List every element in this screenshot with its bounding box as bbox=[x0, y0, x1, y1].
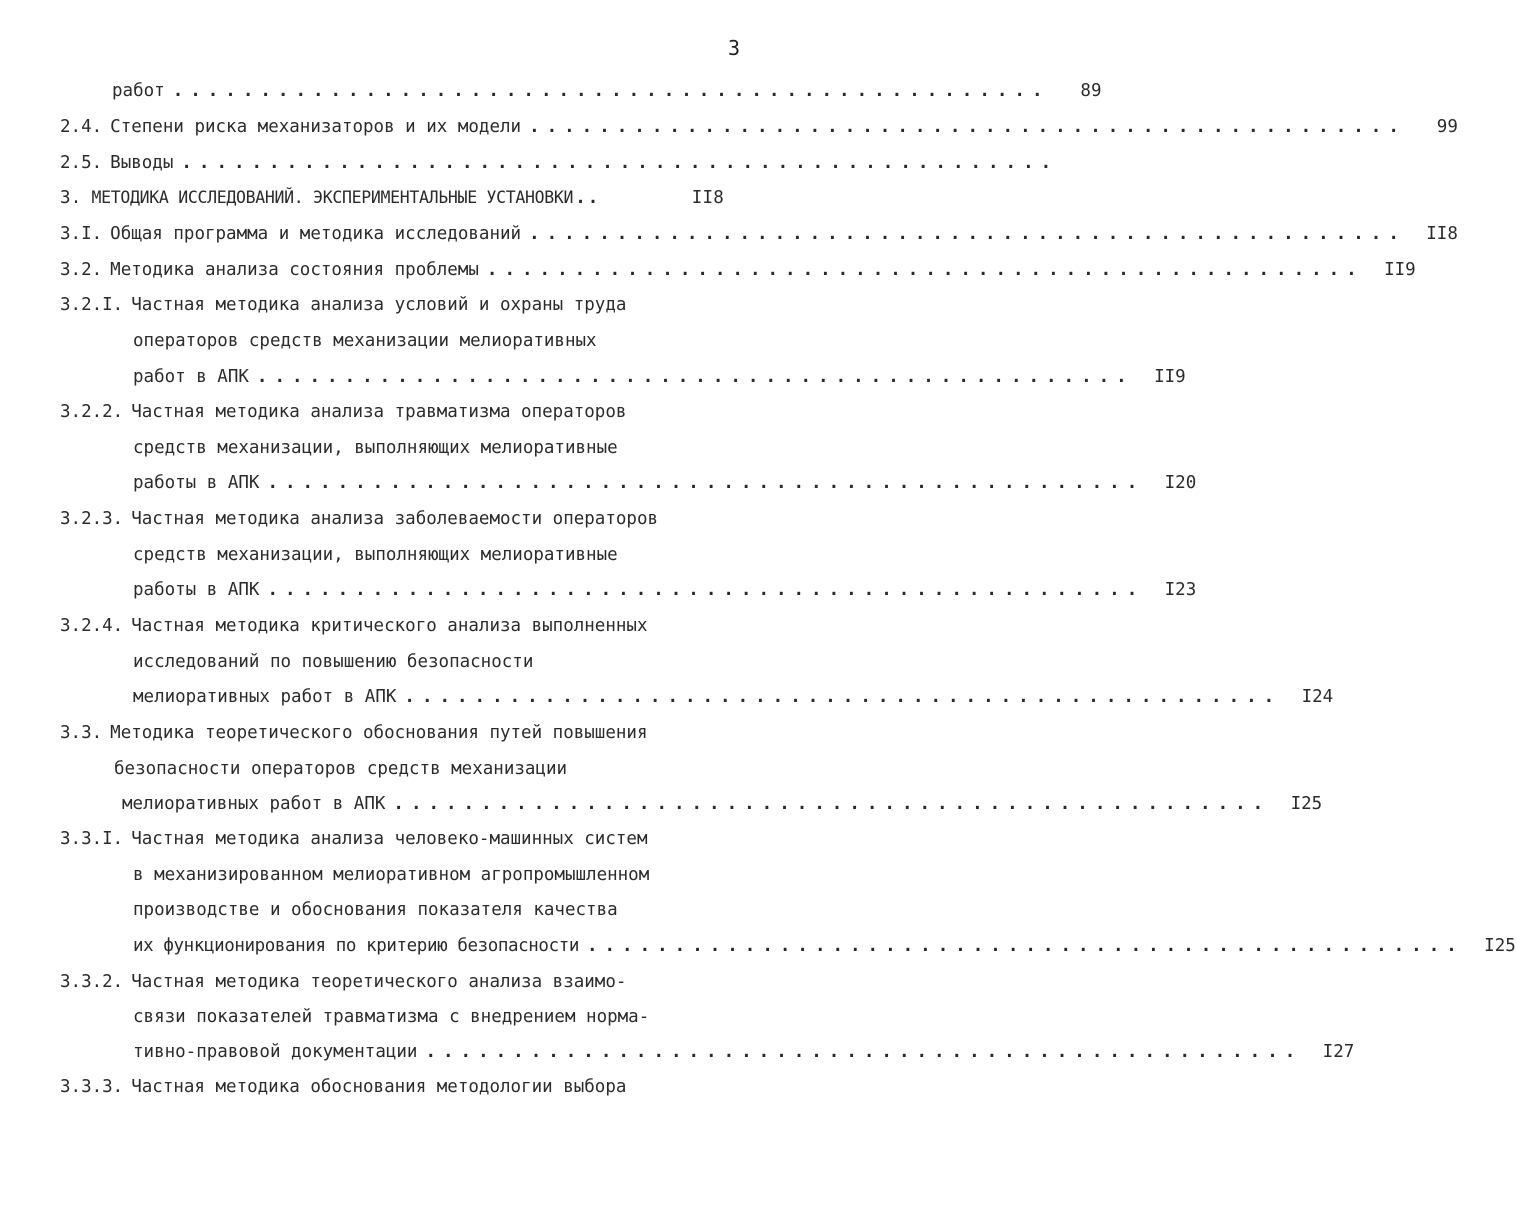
toc-page-number: I25 bbox=[1290, 794, 1323, 814]
toc-entry-text: работ в АПК bbox=[133, 367, 249, 387]
toc-entry-text: Частная методика анализа заболеваемости операторов bbox=[131, 509, 659, 529]
page-number: 3 bbox=[727, 36, 740, 60]
toc-entry-3-2 bbox=[60, 255, 1416, 285]
toc-entry-text: Частная методика теоретического анализа взаимо- bbox=[131, 972, 627, 992]
dot-leader: .................................................. bbox=[529, 117, 1406, 137]
toc-page-number: I24 bbox=[1301, 687, 1334, 707]
dot-leader: .................................................. bbox=[393, 794, 1271, 814]
toc-entry-3-2-1 bbox=[60, 290, 724, 320]
toc-entry-text: Частная методика анализа человеко-машинных систем bbox=[131, 829, 648, 849]
toc-entry-2-4 bbox=[60, 112, 1458, 142]
toc-section-number: 2.4. bbox=[60, 117, 103, 137]
dot-leader: .................................................. bbox=[256, 367, 1134, 387]
toc-section-number: 3.2.3. bbox=[60, 509, 124, 529]
toc-entry-continuation bbox=[133, 1002, 724, 1032]
toc-page-number: I25 bbox=[1484, 936, 1516, 956]
toc-entry-text: Частная методика анализа условий и охраны труда bbox=[131, 295, 627, 315]
toc-entry-continuation bbox=[133, 575, 1197, 605]
toc-entry-3 bbox=[60, 183, 724, 213]
toc-entry-3-2-2 bbox=[60, 397, 724, 427]
toc-entry-text: в механизированном мелиоративном агропромышленном bbox=[133, 865, 650, 885]
toc-entry-text: тивно-правовой документации bbox=[133, 1042, 418, 1062]
toc-entry-continuation bbox=[133, 860, 724, 890]
dot-leader: .................................................. bbox=[425, 1042, 1303, 1062]
toc-entry-continuation bbox=[133, 895, 724, 925]
dot-leader: .................................................. bbox=[267, 473, 1145, 493]
toc-page-number: II9 bbox=[1154, 367, 1186, 387]
toc-entry-continuation bbox=[133, 468, 1197, 498]
toc-entry-text: исследований по повышению безопасности bbox=[133, 652, 534, 672]
toc-section-number: 3.2.4. bbox=[60, 616, 124, 636]
toc-page-number: I27 bbox=[1322, 1042, 1355, 1062]
toc-entry-text: средств механизации, выполняющих мелиоративные bbox=[133, 545, 618, 565]
dot-leader: .. bbox=[575, 188, 601, 208]
toc-entry-3-3-2 bbox=[60, 967, 724, 997]
toc-section-number: 3.2.2. bbox=[60, 402, 124, 422]
toc-entry-continuation bbox=[133, 1037, 1355, 1067]
toc-entry-continuation bbox=[114, 754, 724, 784]
toc-page-number: I20 bbox=[1164, 473, 1197, 493]
toc-entry-3-3 bbox=[60, 718, 724, 748]
toc-entry-text: работы в АПК bbox=[133, 473, 260, 493]
toc-entry-3-3-1 bbox=[60, 824, 724, 854]
toc-page-number: I23 bbox=[1164, 580, 1197, 600]
toc-entry-text: операторов средств механизации мелиоративных bbox=[133, 331, 597, 351]
toc-entry-2-5 bbox=[60, 148, 1059, 178]
toc-entry-text: Общая программа и методика исследований bbox=[110, 224, 522, 244]
toc-entry-text: средств механизации, выполняющих мелиоративные bbox=[133, 438, 618, 458]
toc-section-number: 3. bbox=[60, 188, 82, 208]
toc-entry-text: МЕТОДИКА ИССЛЕДОВАНИЙ. ЭКСПЕРИМЕНТАЛЬНЫЕ УСТАНОВКИ bbox=[91, 188, 574, 207]
toc-section-number: 2.5. bbox=[60, 153, 103, 173]
toc-entry-continuation bbox=[122, 789, 1323, 819]
toc-page-number: II8 bbox=[691, 188, 724, 208]
toc-entry-continuation bbox=[133, 682, 1334, 712]
toc-entry-continuation bbox=[133, 433, 724, 463]
toc-entry-continuation bbox=[133, 647, 724, 677]
toc-page-number: II8 bbox=[1426, 224, 1458, 244]
toc-entry-text: Частная методика критического анализа выполненных bbox=[131, 616, 648, 636]
toc-section-number: 3.2.I. bbox=[60, 295, 124, 315]
toc-page-number: 89 bbox=[1080, 81, 1102, 101]
dot-leader: .................................................. bbox=[586, 936, 1464, 956]
toc-entry-3-2-3 bbox=[60, 504, 724, 534]
toc-section-number: 3.2. bbox=[60, 260, 103, 280]
toc-section-number: 3.I. bbox=[60, 224, 103, 244]
toc-entry-text: Методика теоретического обоснования путей повышения bbox=[110, 723, 648, 743]
toc-entry-text: Частная методика анализа травматизма операторов bbox=[131, 402, 627, 422]
toc-section-number: 3.3.2. bbox=[60, 972, 124, 992]
toc-page-number: II9 bbox=[1384, 260, 1416, 280]
dot-leader: .................................................. bbox=[267, 580, 1145, 600]
toc-entry-text: мелиоративных работ в АПК bbox=[133, 687, 397, 707]
toc-section-number: 3.3.I. bbox=[60, 829, 124, 849]
toc-entry-text: работы в АПК bbox=[133, 580, 260, 600]
toc-section-number: 3.3.3. bbox=[60, 1077, 124, 1097]
toc-entry-continuation bbox=[133, 931, 1516, 961]
dot-leader: .................................................. bbox=[404, 687, 1282, 707]
toc-entry-text: мелиоративных работ в АПК bbox=[122, 794, 386, 814]
toc-entry-text: Частная методика обоснования методологии выбора bbox=[131, 1077, 627, 1097]
toc-entry-text: работ bbox=[112, 81, 165, 101]
dot-leader: .................................................. bbox=[181, 153, 1059, 173]
toc-section-number: 3.3. bbox=[60, 723, 103, 743]
toc-entry-text: связи показателей травматизма с внедрением норма- bbox=[133, 1007, 650, 1027]
dot-leader: .................................................. bbox=[172, 81, 1050, 101]
toc-entry-3-3-3 bbox=[60, 1072, 724, 1102]
dot-leader: .................................................. bbox=[529, 224, 1406, 244]
toc-entry-3-1 bbox=[60, 219, 1458, 249]
toc-entry-3-2-4 bbox=[60, 611, 724, 641]
toc-entry-text: их функционирования по критерию безопасности bbox=[133, 936, 579, 956]
toc-page-number: 99 bbox=[1436, 117, 1458, 137]
toc-entry-text: Степени риска механизаторов и их модели bbox=[110, 117, 522, 137]
toc-entry-text: Выводы bbox=[110, 153, 174, 173]
toc-entry-continuation bbox=[133, 540, 724, 570]
toc-entry-continuation bbox=[133, 362, 1186, 392]
toc-entry-text: производстве и обоснования показателя качества bbox=[133, 900, 618, 920]
dot-leader: .................................................. bbox=[486, 260, 1364, 280]
toc-entry-text: Методика анализа состояния проблемы bbox=[110, 260, 479, 280]
toc-entry-text: безопасности операторов средств механизации bbox=[114, 759, 568, 779]
toc-entry-continuation bbox=[112, 76, 1102, 106]
toc-entry-continuation bbox=[133, 326, 724, 356]
